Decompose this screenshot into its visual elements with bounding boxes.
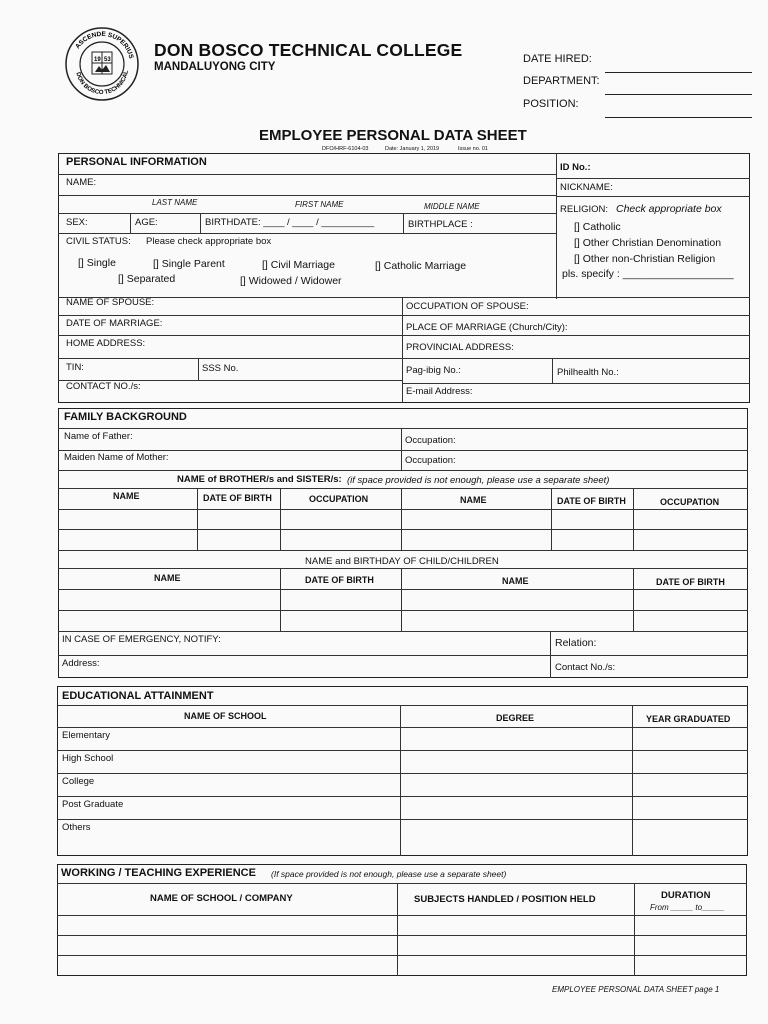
civil-separated-option[interactable]: [] Separated xyxy=(118,273,176,285)
birthplace-label: BIRTHPLACE : xyxy=(408,219,473,230)
name-label: NAME: xyxy=(66,177,97,188)
emergency-label: IN CASE OF EMERGENCY, NOTIFY: xyxy=(62,634,221,645)
child-row[interactable] xyxy=(58,610,748,631)
edu-degree-header: DEGREE xyxy=(496,713,535,723)
contact-label: CONTACT NO./s: xyxy=(66,381,141,392)
edu-school-header: NAME OF SCHOOL xyxy=(184,711,267,721)
mother-occupation-label: Occupation: xyxy=(405,455,456,466)
spouse-occupation-label: OCCUPATION OF SPOUSE: xyxy=(406,301,529,312)
personal-info-heading: PERSONAL INFORMATION xyxy=(66,156,207,168)
seal-motto: ASCENDE SUPERIUS xyxy=(74,30,135,60)
civil-status-hint: Please check appropriate box xyxy=(146,236,272,247)
work-row[interactable] xyxy=(57,955,747,976)
sss-label: SSS No. xyxy=(202,363,239,374)
edu-year-header: YEAR GRADUATED xyxy=(646,714,731,724)
date-hired-field[interactable] xyxy=(605,72,752,73)
emergency-address-label: Address: xyxy=(62,658,100,669)
religion-other-christian-option[interactable]: [] Other Christian Denomination xyxy=(574,237,722,249)
edu-level-others: Others xyxy=(62,822,91,833)
child-dob-header-1: DATE OF BIRTH xyxy=(305,575,374,585)
marriage-place-label: PLACE OF MARRIAGE (Church/City): xyxy=(406,322,568,333)
form-title: EMPLOYEE PERSONAL DATA SHEET xyxy=(259,127,527,144)
edu-level-college: College xyxy=(62,776,95,787)
child-dob-header-2: DATE OF BIRTH xyxy=(656,577,725,587)
civil-single-parent-option[interactable]: [] Single Parent xyxy=(153,258,225,270)
edu-level-elementary: Elementary xyxy=(62,730,111,741)
philhealth-label: Philhealth No.: xyxy=(557,367,619,378)
education-heading: EDUCATIONAL ATTAINMENT xyxy=(62,690,214,702)
civil-widowed-option[interactable]: [] Widowed / Widower xyxy=(240,275,342,287)
first-name-caption: FIRST NAME xyxy=(295,200,344,209)
religion-specify-field[interactable]: pls. specify : ___________________ xyxy=(562,268,734,280)
edu-level-post-graduate: Post Graduate xyxy=(62,799,124,810)
id-no-label: ID No.: xyxy=(560,162,591,173)
department-field[interactable] xyxy=(605,94,752,95)
sibling-name-header-1: NAME xyxy=(113,491,140,501)
emergency-relation-label: Relation: xyxy=(555,637,597,649)
sibling-row[interactable] xyxy=(58,529,748,550)
work-duration-range: From _____ to_____ xyxy=(650,903,725,912)
siblings-note: (if space provided is not enough, please use a separate sheet) xyxy=(347,475,610,486)
tin-label: TIN: xyxy=(66,362,84,373)
edu-level-high-school: High School xyxy=(62,753,114,764)
seal-name: DON BOSCO TECHNICAL xyxy=(74,69,130,97)
work-row[interactable] xyxy=(57,935,747,955)
sibling-occupation-header-2: OCCUPATION xyxy=(660,497,720,507)
father-occupation-label: Occupation: xyxy=(405,435,456,446)
father-label: Name of Father: xyxy=(64,431,133,442)
position-field[interactable] xyxy=(605,117,752,118)
mother-label: Maiden Name of Mother: xyxy=(64,452,169,463)
work-heading: WORKING / TEACHING EXPERIENCE xyxy=(61,867,256,879)
name-input[interactable] xyxy=(110,175,550,195)
page-footer: EMPLOYEE PERSONAL DATA SHEET page 1 xyxy=(552,985,720,994)
date-hired-label: DATE HIRED: xyxy=(523,53,592,65)
college-seal xyxy=(64,26,140,102)
education-section xyxy=(57,686,748,856)
work-subjects-header: SUBJECTS HANDLED / POSITION HELD xyxy=(414,894,596,905)
sibling-dob-header-1: DATE OF BIRTH xyxy=(203,493,272,503)
civil-status-label: CIVIL STATUS: xyxy=(66,236,131,247)
sex-label: SEX: xyxy=(66,217,88,228)
civil-catholic-marriage-option[interactable]: [] Catholic Marriage xyxy=(375,260,467,272)
svg-text:ASCENDE SUPERIUS xyxy=(74,31,134,60)
civil-single-option[interactable]: [] Single xyxy=(78,257,116,269)
child-name-header-1: NAME xyxy=(154,573,181,583)
department-label: DEPARTMENT: xyxy=(523,75,600,87)
email-label: E-mail Address: xyxy=(406,386,473,397)
family-background-heading: FAMILY BACKGROUND xyxy=(64,411,187,423)
emergency-contact-label: Contact No./s: xyxy=(555,662,616,673)
nickname-label: NICKNAME: xyxy=(560,182,613,193)
child-row[interactable] xyxy=(58,589,748,610)
pagibig-label: Pag-ibig No.: xyxy=(406,365,461,376)
work-school-header: NAME OF SCHOOL / COMPANY xyxy=(150,893,293,904)
marriage-date-label: DATE OF MARRIAGE: xyxy=(66,318,163,329)
religion-catholic-option[interactable]: [] Catholic xyxy=(574,221,621,233)
sibling-row[interactable] xyxy=(58,509,748,529)
work-note: (If space provided is not enough, please use a separate sheet) xyxy=(271,869,507,879)
work-row[interactable] xyxy=(57,915,747,935)
form-code: DFO/HRF-6104-03 xyxy=(322,146,369,152)
religion-label: RELIGION: xyxy=(560,204,609,215)
form-issue: Issue no. 01 xyxy=(458,146,488,152)
sibling-dob-header-2: DATE OF BIRTH xyxy=(557,496,626,506)
provincial-address-label: PROVINCIAL ADDRESS: xyxy=(406,342,514,353)
last-name-caption: LAST NAME xyxy=(152,198,198,207)
spouse-name-label: NAME OF SPOUSE: xyxy=(66,297,155,308)
seal-year-left: 19 xyxy=(94,57,101,63)
sibling-name-header-2: NAME xyxy=(460,495,487,505)
birthdate-label: BIRTHDATE: ____ / ____ / __________ xyxy=(205,217,375,228)
work-duration-header: DURATION xyxy=(661,890,711,901)
form-date: Date: January 1, 2019 xyxy=(385,146,440,152)
college-name: DON BOSCO TECHNICAL COLLEGE xyxy=(154,40,463,60)
middle-name-caption: MIDDLE NAME xyxy=(424,202,480,211)
siblings-title: NAME of BROTHER/s and SISTER/s: xyxy=(177,474,342,485)
home-address-label: HOME ADDRESS: xyxy=(66,338,146,349)
child-name-header-2: NAME xyxy=(502,576,529,586)
religion-non-christian-option[interactable]: [] Other non-Christian Religion xyxy=(574,253,716,265)
sibling-occupation-header-1: OCCUPATION xyxy=(309,494,369,504)
children-title: NAME and BIRTHDAY OF CHILD/CHILDREN xyxy=(305,556,499,567)
civil-civil-marriage-option[interactable]: [] Civil Marriage xyxy=(262,259,335,271)
position-label: POSITION: xyxy=(523,98,579,110)
college-city: MANDALUYONG CITY xyxy=(154,61,276,73)
religion-hint: Check appropriate box xyxy=(616,203,722,215)
seal-year-right: 53 xyxy=(104,57,111,63)
age-label: AGE: xyxy=(135,217,158,228)
